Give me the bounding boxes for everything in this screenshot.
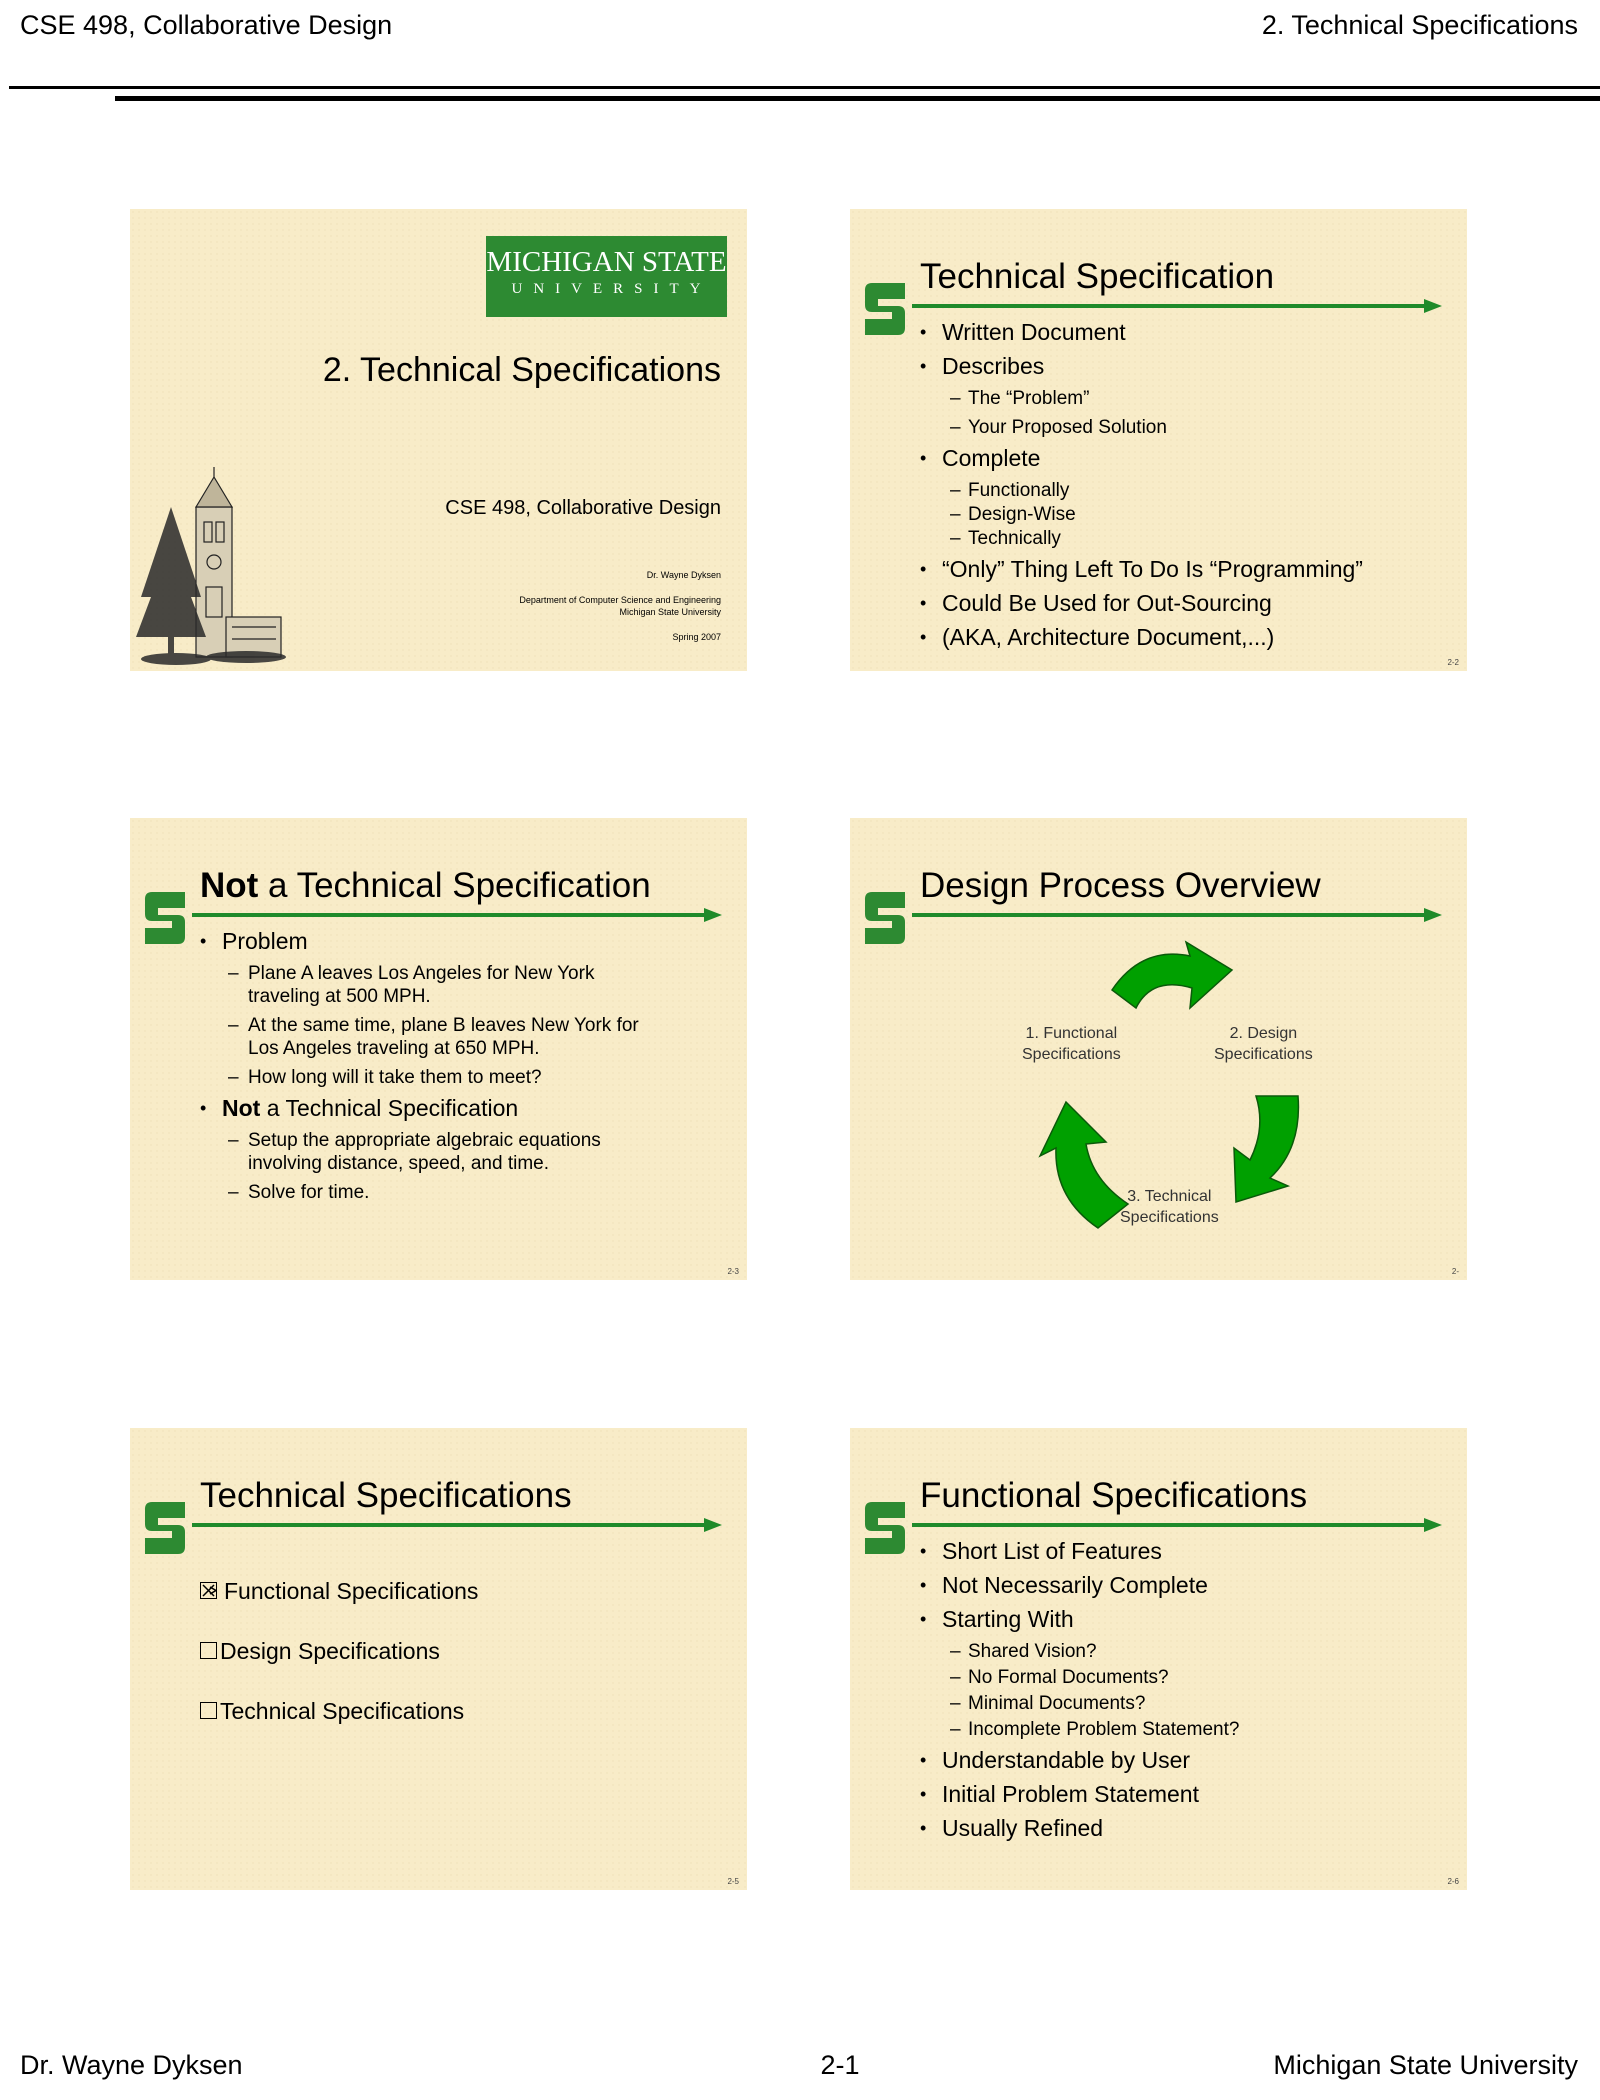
checked-box-icon [200, 1582, 217, 1599]
checklist-item-functional: Functional Specifications [200, 1578, 478, 1605]
sub-bullet-item: – How long will it take them to meet? [228, 1067, 542, 1088]
unchecked-box-icon [200, 1702, 217, 1719]
msu-s-logo-icon [142, 1498, 188, 1558]
cycle-arrow-top-icon [1112, 942, 1232, 1008]
header-rule-thick [115, 96, 1600, 101]
slide6-bullets [918, 1538, 1459, 1849]
slide-number: 2-3 [727, 1267, 739, 1276]
bullet-item: • Not a Technical Specification [198, 1095, 739, 1122]
sub-bullet-item: – Minimal Documents? [950, 1693, 1146, 1714]
slide1-univ: Michigan State University [619, 607, 721, 617]
bullet-item: • Starting With [918, 1606, 1459, 1633]
bullet-item: • Understandable by User [918, 1747, 1459, 1774]
cycle-label-functional: 1. Functional Specifications [1022, 1025, 1121, 1063]
msu-s-logo-icon [142, 888, 188, 948]
slide1-dept: Department of Computer Science and Engineering [519, 595, 721, 605]
bullet-item: • Complete [918, 445, 1459, 472]
page-footer-right: Michigan State University [1273, 2050, 1578, 2080]
msu-s-logo-icon [862, 279, 908, 339]
header-rule-thin [9, 86, 1600, 89]
page-header-right: 2. Technical Specifications [1261, 10, 1578, 40]
slide-number: 2-2 [1447, 658, 1459, 667]
bullet-item: • Written Document [918, 319, 1459, 346]
slide3-bullets [198, 928, 739, 1210]
checklist-item-technical: Technical Specifications [200, 1698, 478, 1725]
cycle-label-design: 2. Design Specifications [1214, 1025, 1313, 1063]
slide-functional-specifications [850, 1428, 1467, 1890]
slide-technical-specification [850, 209, 1467, 671]
title-arrow-icon [912, 1518, 1442, 1532]
slide2-title: Technical Specification [920, 257, 1275, 296]
sub-bullet-item: – Technically [950, 528, 1061, 549]
sub-bullet-item: – The “Problem” [950, 388, 1090, 409]
slide2-bullets [918, 319, 1459, 658]
msu-s-logo-icon [862, 1498, 908, 1558]
sub-bullet-item: – Design-Wise [950, 504, 1076, 525]
sub-bullet-item: – Plane A leaves Los Angeles for New York traveling at 500 MPH. [228, 963, 595, 1007]
title-arrow-icon [192, 1518, 722, 1532]
msu-logo: MICHIGAN STATE UNIVERSITY [486, 236, 727, 317]
slide-not-a-technical-specification [130, 818, 747, 1280]
slide-title [130, 209, 747, 671]
unchecked-box-icon [200, 1642, 217, 1659]
beaumont-tower-illustration [136, 467, 296, 667]
bullet-item: • Usually Refined [918, 1815, 1459, 1842]
cycle-label-technical: 3. Technical Specifications [1120, 1188, 1219, 1226]
cycle-arrow-right-icon [1234, 1096, 1298, 1202]
sub-bullet-item: – Shared Vision? [950, 1641, 1097, 1662]
title-arrow-icon [192, 908, 722, 922]
page-number: 2-1 [820, 2050, 860, 2080]
sub-bullet-item: – Your Proposed Solution [950, 417, 1167, 438]
slide-technical-specifications [130, 1428, 747, 1890]
slide5-title: Technical Specifications [200, 1476, 572, 1515]
bullet-item: • Not Necessarily Complete [918, 1572, 1459, 1599]
slide1-term: Spring 2007 [672, 632, 721, 642]
sub-bullet-item: – Functionally [950, 480, 1070, 501]
bullet-item: • Describes [918, 353, 1459, 380]
title-arrow-icon [912, 299, 1442, 313]
cycle-arrow-left-icon [1040, 1102, 1128, 1228]
slide-number: 2-6 [1447, 1877, 1459, 1886]
bullet-item: • Problem [198, 928, 739, 955]
slide1-course: CSE 498, Collaborative Design [445, 497, 721, 519]
slide-number: 2-5 [727, 1877, 739, 1886]
bullet-item: • “Only” Thing Left To Do Is “Programming” [918, 556, 1459, 583]
page-header-left: CSE 498, Collaborative Design [20, 10, 393, 40]
page-footer-left: Dr. Wayne Dyksen [20, 2050, 243, 2080]
bullet-item: • (AKA, Architecture Document,...) [918, 624, 1459, 651]
sub-bullet-item: – Solve for time. [228, 1182, 370, 1203]
bullet-item: • Short List of Features [918, 1538, 1459, 1565]
sub-bullet-item: – Setup the appropriate algebraic equations involving distance, speed, and time. [228, 1130, 601, 1174]
checklist-item-design: Design Specifications [200, 1638, 478, 1665]
sub-bullet-item: – At the same time, plane B leaves New York for Los Angeles traveling at 650 MPH. [228, 1015, 639, 1059]
slide1-title: 2. Technical Specifications [322, 351, 721, 389]
slide-number: 2- [1451, 1267, 1459, 1276]
sub-bullet-item: – No Formal Documents? [950, 1667, 1169, 1688]
slide1-author: Dr. Wayne Dyksen [646, 570, 721, 580]
bullet-item: • Could Be Used for Out-Sourcing [918, 590, 1459, 617]
bullet-item: • Initial Problem Statement [918, 1781, 1459, 1808]
slide-design-process-overview [850, 818, 1467, 1280]
slide4-title: Design Process Overview [920, 866, 1321, 905]
slide5-checklist [200, 1578, 478, 1758]
sub-bullet-item: – Incomplete Problem Statement? [950, 1719, 1240, 1740]
slide3-title: Not a Technical Specification [200, 866, 651, 905]
slide6-title: Functional Specifications [920, 1476, 1308, 1515]
